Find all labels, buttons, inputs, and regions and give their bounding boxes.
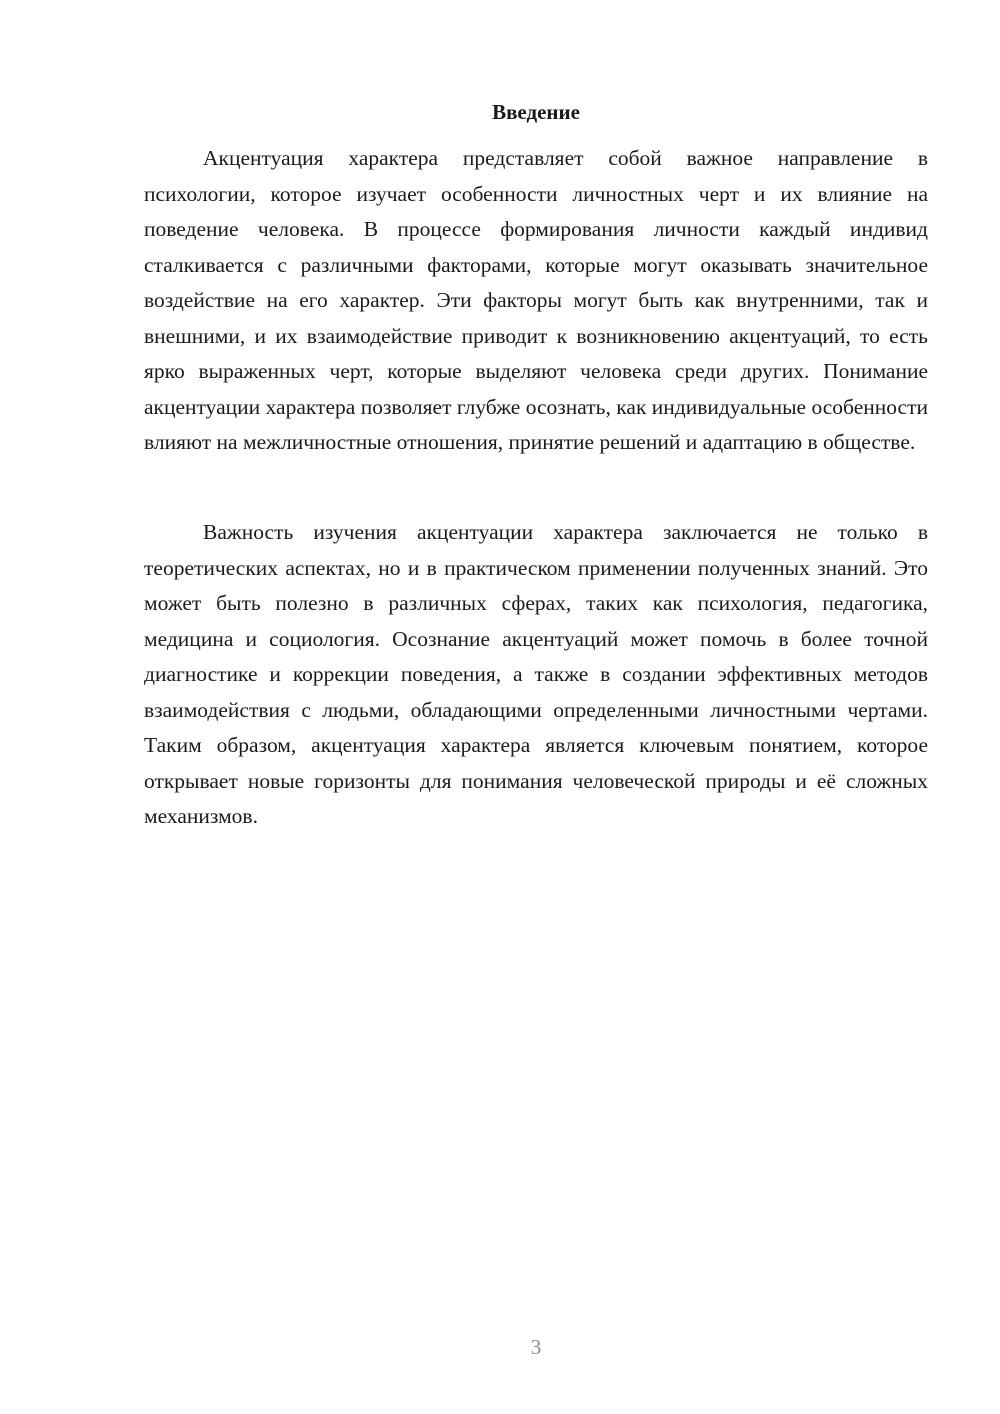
section-title: Введение [492, 100, 580, 124]
page-number: 3 [530, 1335, 542, 1359]
paragraph-1: Акцентуация характера представляет собой важное направление в психологии, которое изучает особенности личностных черт и их влияние на поведение человека. В процессе формирования личности каждый индивид сталкивается с различными факторами, которые могут оказывать значительное воздействие на его характер. Эти факторы могут быть как внутренними, так и внешними, и их взаимодействие приводит к возникновению акцентуаций, то есть ярко выраженных черт, которые выделяют человека среди других. Понимание акцентуации характера позволяет глубже осознать, как индивидуальные особенности влияют на межличностные отношения, принятие решений и адаптацию в обществе. [144, 146, 928, 454]
paragraph-2: Важность изучения акцентуации характера заключается не только в теоретических аспектах, но и в практическом применении полученных знаний. Это может быть полезно в различных сферах, таких как психология, педагогика, медицина и социология. Осознание акцентуаций может помочь в более точной диагностике и коррекции поведения, а также в создании эффективных методов взаимодействия с людьми, обладающими определенными личностными чертами. Таким образом, акцентуация характера является ключевым понятием, которое открывает новые горизонты для понимания человеческой природы и её сложных механизмов. [144, 520, 928, 828]
